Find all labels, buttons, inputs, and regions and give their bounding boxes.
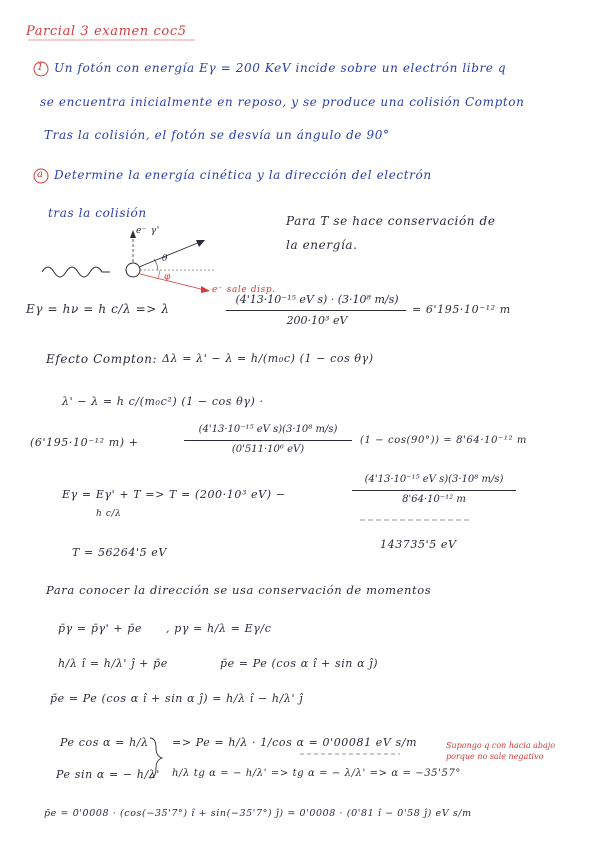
- red-arrowhead: [201, 286, 210, 293]
- eq7-left: h/λ î = h/λ' ĵ + p̄e: [58, 657, 168, 670]
- compton-label: Efecto Compton:: [46, 352, 158, 366]
- eq9-mid: => Pe = h/λ · 1/cos α = 0'00081 eV s/m: [172, 736, 418, 749]
- eq1-numerator: (4'13·10⁻¹⁵ eV s) · (3·10⁸ m/s): [235, 293, 399, 306]
- page-title: Parcial 3 examen coc5: [26, 24, 187, 39]
- red-margin-note: Supongo q con hacia abajo porque no sale negativo: [446, 741, 556, 761]
- compton-formula: Δλ = λ' − λ = h/(m₀c) (1 − cos θγ): [162, 352, 374, 365]
- eq6-left: p̄γ = p̄γ' + p̄e: [58, 622, 143, 635]
- problem-number: 1: [37, 62, 44, 73]
- problem-line-3: Tras la colisión, el fotón se desvía un ángulo de 90°: [44, 128, 390, 142]
- question-letter: a: [37, 169, 44, 180]
- eq2-text: λ' − λ = h c/(m₀c²) (1 − cos θγ) ·: [62, 395, 264, 408]
- eq5-text: T = 56264'5 eV: [72, 546, 167, 559]
- eq7-right: p̄e = Pe (cos α î + sin α ĵ): [220, 657, 379, 670]
- eq10-text: p̄e = 0'0008 · (cos(−35'7°) î + sin(−35'7°) ĵ) = 0'0008 · (0'81 î − 0'58 ĵ) eV s/m: [44, 808, 472, 819]
- eq3-rhs: (1 − cos(90°)) = 8'64·10⁻¹² m: [360, 435, 528, 446]
- electron-circle: [126, 263, 140, 277]
- eq4-sub: h c/λ: [96, 509, 122, 519]
- red-electron-arrow: [140, 274, 205, 290]
- side-note-line-2: la energía.: [286, 238, 358, 252]
- eq1-result: = 6'195·10⁻¹² m: [412, 303, 511, 316]
- side-note-line-1: Para T se hace conservación de: [286, 214, 496, 228]
- eq4-result: 143735'5 eV: [380, 538, 457, 551]
- eq1-lhs: Eγ = hν = h c/λ => λ: [26, 302, 170, 316]
- eq4-lhs: Eγ = Eγ' + T => T = (200·10³ eV) −: [62, 488, 286, 501]
- eq6-right: , pγ = h/λ = Eγ/c: [166, 622, 272, 635]
- eq4-fraction-bar: [352, 490, 516, 491]
- problem-line-2: se encuentra inicialmente en reposo, y se produce una colisión Compton: [40, 95, 525, 109]
- eq1-fraction-bar: [226, 310, 406, 311]
- eq8-text: p̄e = Pe (cos α î + sin α ĵ) = h/λ î − h/λ' ĵ: [50, 692, 304, 705]
- eq3-numerator: (4'13·10⁻¹⁵ eV s)(3·10⁸ m/s): [198, 424, 338, 435]
- diagram-label-red: e⁻ sale disp.: [212, 285, 276, 295]
- momentum-text: Para conocer la dirección se usa conservación de momentos: [46, 583, 432, 597]
- eq3-lhs: (6'195·10⁻¹² m) +: [30, 436, 139, 449]
- eq9-bottom-left: Pe sin α = − h/λ': [56, 768, 160, 781]
- incoming-photon-wave: [42, 267, 110, 277]
- problem-line-1: Un fotón con energía Eγ = 200 KeV incide sobre un electrón libre q: [54, 61, 507, 75]
- electron-arrow: [139, 242, 200, 267]
- eq3-fraction-bar: [184, 440, 352, 441]
- angle-arc-phi: [158, 270, 160, 278]
- eq3-denominator: (0'511·10⁶ eV): [231, 444, 305, 455]
- eq4-denominator: 8'64·10⁻¹² m: [402, 494, 466, 505]
- diagram-label-e: e⁻ γ': [136, 226, 160, 236]
- diagram-label-theta: θ: [162, 254, 169, 264]
- eq9-top: Pe cos α = h/λ: [60, 736, 149, 749]
- diagram-label-phi: φ: [164, 272, 171, 282]
- question-line-1: Determine la energía cinética y la dirección del electrón: [54, 168, 432, 182]
- question-line-2: tras la colisión: [48, 206, 147, 220]
- eq1-denominator: 200·10³ eV: [286, 314, 348, 327]
- eq4-numerator: (4'13·10⁻¹⁵ eV s)(3·10⁸ m/s): [364, 474, 504, 485]
- eq9-bottom-right: h/λ tg α = − h/λ' => tg α = − λ/λ' => α = −35'57°: [172, 768, 462, 779]
